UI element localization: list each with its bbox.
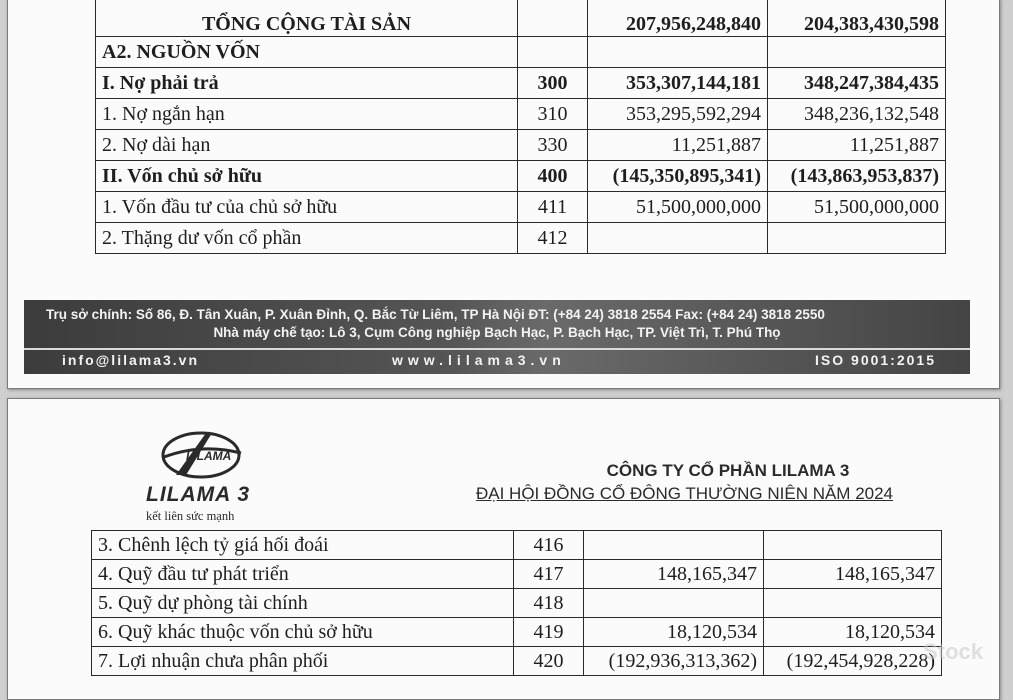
prior-value: 204,383,430,598 bbox=[768, 0, 946, 37]
row-label: 5. Quỹ dự phòng tài chính bbox=[92, 589, 514, 618]
row-code bbox=[518, 0, 588, 37]
prior-value: 348,236,132,548 bbox=[768, 99, 946, 130]
row-code: 419 bbox=[514, 618, 584, 647]
prior-value bbox=[768, 223, 946, 254]
current-value: 11,251,887 bbox=[588, 130, 768, 161]
row-code: 416 bbox=[514, 531, 584, 560]
row-label: 2. Nợ dài hạn bbox=[96, 130, 518, 161]
current-value bbox=[584, 531, 764, 560]
row-code: 420 bbox=[514, 647, 584, 676]
row-label: TỔNG CỘNG TÀI SẢN bbox=[96, 0, 518, 37]
logo-slogan: kết liên sức mạnh bbox=[146, 509, 235, 523]
logo-wordmark: LILAMA 3 bbox=[146, 483, 251, 506]
row-code: 411 bbox=[518, 192, 588, 223]
table-row bbox=[96, 68, 946, 99]
prior-value: 51,500,000,000 bbox=[768, 192, 946, 223]
row-label: 1. Nợ ngắn hạn bbox=[96, 99, 518, 130]
table-row bbox=[96, 223, 946, 254]
row-label: 7. Lợi nhuận chưa phân phối bbox=[92, 647, 514, 676]
table-row bbox=[92, 618, 942, 647]
current-value: (192,936,313,362) bbox=[584, 647, 764, 676]
table-row bbox=[92, 560, 942, 589]
footer-website: www.lilama3.vn bbox=[392, 352, 566, 368]
meeting-title: ĐẠI HỘI ĐỒNG CỔ ĐÔNG THƯỜNG NIÊN NĂM 2024 bbox=[476, 484, 894, 503]
company-name: CÔNG TY CỔ PHẦN LILAMA 3 bbox=[606, 461, 850, 480]
document-page-1 bbox=[7, 0, 1000, 389]
current-value: 148,165,347 bbox=[584, 560, 764, 589]
current-value: (145,350,895,341) bbox=[588, 161, 768, 192]
prior-value: 348,247,384,435 bbox=[768, 68, 946, 99]
head-office-address: Trụ sở chính: Số 86, Đ. Tân Xuân, P. Xuân Đỉnh, Q. Bắc Từ Liêm, TP Hà Nội ĐT: (+84 24) 3818 2554 Fax: (+84 24) 3818 2550 bbox=[46, 307, 825, 322]
prior-value: 11,251,887 bbox=[768, 130, 946, 161]
prior-value bbox=[764, 531, 942, 560]
row-label: 6. Quỹ khác thuộc vốn chủ sở hữu bbox=[92, 618, 514, 647]
row-label: 1. Vốn đầu tư của chủ sở hữu bbox=[96, 192, 518, 223]
logo-mark-text: LILAMA bbox=[186, 449, 232, 463]
table-row bbox=[92, 647, 942, 676]
prior-value bbox=[768, 37, 946, 68]
row-label: A2. NGUỒN VỐN bbox=[96, 37, 518, 68]
row-code: 417 bbox=[514, 560, 584, 589]
prior-value: (192,454,928,228) bbox=[764, 647, 942, 676]
balance-sheet-table-1 bbox=[95, 0, 946, 254]
factory-address: Nhà máy chế tạo: Lô 3, Cụm Công nghiệp Bạch Hạc, P. Bạch Hạc, TP. Việt Trì, T. Phú Thọ bbox=[213, 325, 781, 340]
row-label: 4. Quỹ đầu tư phát triển bbox=[92, 560, 514, 589]
row-code: 330 bbox=[518, 130, 588, 161]
row-label: I. Nợ phải trả bbox=[96, 68, 518, 99]
row-code: 400 bbox=[518, 161, 588, 192]
footer-email: info@lilama3.vn bbox=[62, 352, 200, 368]
table-row bbox=[96, 130, 946, 161]
current-value bbox=[584, 589, 764, 618]
table-row bbox=[96, 37, 946, 68]
table-row bbox=[96, 192, 946, 223]
row-label: II. Vốn chủ sở hữu bbox=[96, 161, 518, 192]
footer-iso: ISO 9001:2015 bbox=[815, 352, 936, 368]
table-row bbox=[96, 161, 946, 192]
footer-divider bbox=[24, 348, 970, 350]
table-row bbox=[92, 589, 942, 618]
prior-value: 148,165,347 bbox=[764, 560, 942, 589]
row-code: 300 bbox=[518, 68, 588, 99]
prior-value: 18,120,534 bbox=[764, 618, 942, 647]
row-code: 412 bbox=[518, 223, 588, 254]
letterhead-footer bbox=[24, 300, 970, 374]
current-value: 353,307,144,181 bbox=[588, 68, 768, 99]
current-value bbox=[588, 37, 768, 68]
table-row bbox=[92, 531, 942, 560]
current-value: 51,500,000,000 bbox=[588, 192, 768, 223]
prior-value bbox=[764, 589, 942, 618]
current-value bbox=[588, 223, 768, 254]
row-code: 310 bbox=[518, 99, 588, 130]
current-value: 353,295,592,294 bbox=[588, 99, 768, 130]
prior-value: (143,863,953,837) bbox=[768, 161, 946, 192]
row-label: 2. Thặng dư vốn cổ phần bbox=[96, 223, 518, 254]
current-value: 207,956,248,840 bbox=[588, 0, 768, 37]
current-value: 18,120,534 bbox=[584, 618, 764, 647]
row-code: 418 bbox=[514, 589, 584, 618]
table-row bbox=[96, 0, 946, 37]
table-row bbox=[96, 99, 946, 130]
balance-sheet-table-2 bbox=[91, 530, 942, 676]
watermark: Stock bbox=[923, 639, 983, 664]
document-page-2 bbox=[7, 398, 1000, 700]
row-label: 3. Chênh lệch tỷ giá hối đoái bbox=[92, 531, 514, 560]
row-code bbox=[518, 37, 588, 68]
